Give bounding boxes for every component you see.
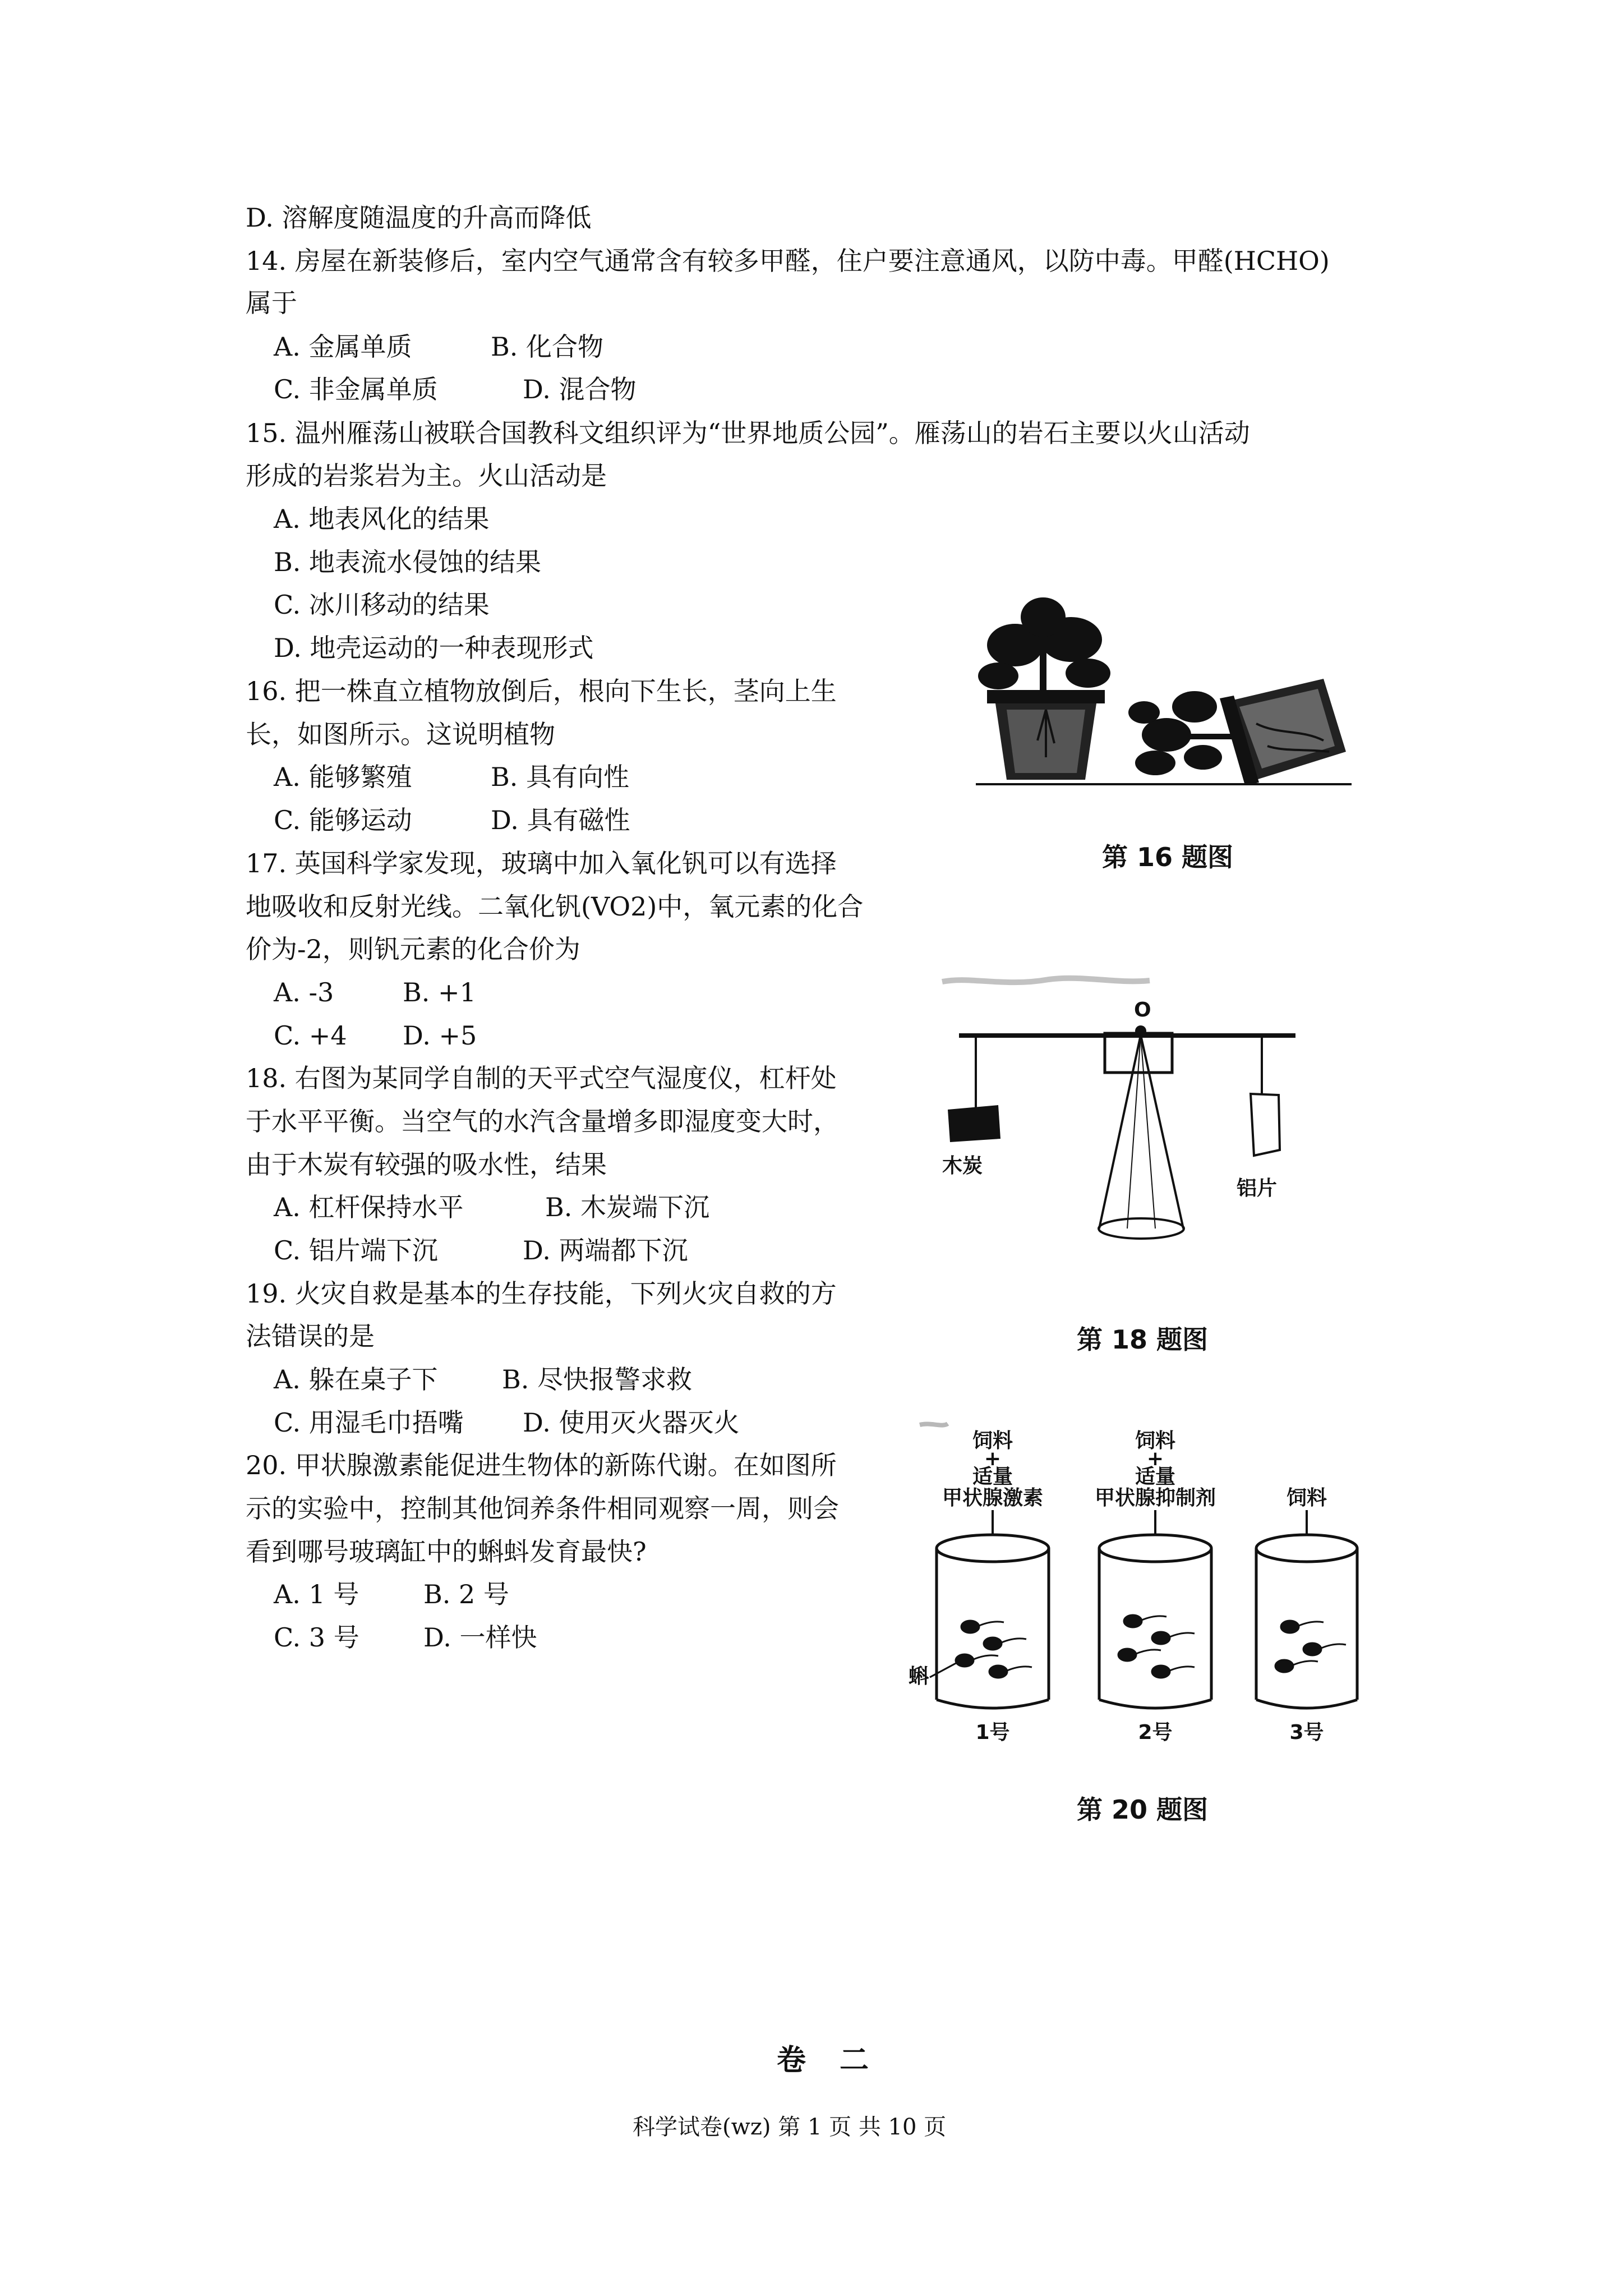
q20-stem-line1: 20. 甲状腺激素能促进生物体的新陈代谢。在如图所 xyxy=(246,1450,837,1480)
q16-option-b: B. 具有向性 xyxy=(491,762,630,792)
charcoal-block-icon xyxy=(948,1105,1000,1142)
q17-option-c: C. +4 xyxy=(274,1020,347,1051)
jar2-agent-label: 甲状腺抑制剂 xyxy=(1094,1487,1216,1510)
q18-stem-line3: 由于木炭有较强的吸水性，结果 xyxy=(246,1149,607,1180)
q16-option-d: D. 具有磁性 xyxy=(491,805,630,835)
page-footer: 科学试卷(wz) 第 1 页 共 10 页 xyxy=(633,2114,947,2140)
jar3-number: 3号 xyxy=(1289,1721,1324,1744)
q20-option-b: B. 2 号 xyxy=(423,1579,509,1609)
aluminum-label: 铝片 xyxy=(1237,1177,1278,1200)
q14-option-c: C. 非金属单质 xyxy=(274,374,438,404)
q18-figure-caption: 第 18 题图 xyxy=(1077,1324,1209,1355)
jar-3 xyxy=(1256,1535,1357,1708)
q13-option-d: D. 溶解度随温度的升高而降低 xyxy=(246,203,592,233)
q17-option-b: B. +1 xyxy=(403,977,476,1007)
pivot-label: O xyxy=(1134,999,1151,1022)
q17-stem-line3: 价为-2，则钒元素的化合价为 xyxy=(246,934,580,964)
q17-option-a: A. -3 xyxy=(274,977,334,1007)
q15-option-a: A. 地表风化的结果 xyxy=(274,504,490,534)
jar1-plus-label: + xyxy=(984,1447,1002,1470)
jar2-number: 2号 xyxy=(1138,1721,1173,1744)
q19-option-a: A. 躲在桌子下 xyxy=(274,1364,438,1395)
section-title: 卷二 xyxy=(777,2043,903,2077)
jar3-feed-label: 饲料 xyxy=(1286,1487,1327,1510)
q17-option-d: D. +5 xyxy=(403,1020,477,1051)
jar1-feed-label: 饲料 xyxy=(972,1429,1013,1452)
jar1-agent-label: 甲状腺激素 xyxy=(942,1487,1044,1510)
jar1-number: 1号 xyxy=(975,1721,1010,1744)
q18-stem-line1: 18. 右图为某同学自制的天平式空气湿度仪，杠杆处 xyxy=(246,1063,837,1093)
q19-stem-line1: 19. 火灾自救是基本的生存技能，下列火灾自救的方 xyxy=(246,1278,837,1309)
q18-option-b: B. 木炭端下沉 xyxy=(545,1192,710,1222)
q17-stem-line2: 地吸收和反射光线。二氧化钒(VO2)中，氧元素的化合 xyxy=(246,891,864,922)
q20-stem-line3: 看到哪号玻璃缸中的蝌蚪发育最快? xyxy=(246,1536,647,1567)
jar-2 xyxy=(1099,1535,1211,1708)
q20-option-d: D. 一样快 xyxy=(423,1622,537,1653)
q18-option-c: C. 铝片端下沉 xyxy=(274,1235,438,1266)
q20-option-a: A. 1 号 xyxy=(274,1579,359,1609)
q15-stem-line1: 15. 温州雁荡山被联合国教科文组织评为“世界地质公园”。雁荡山的岩石主要以火山活动 xyxy=(246,418,1250,448)
q15-option-d: D. 地壳运动的一种表现形式 xyxy=(274,633,594,663)
jar2-feed-label: 饲料 xyxy=(1135,1429,1176,1452)
q19-option-c: C. 用湿毛巾捂嘴 xyxy=(274,1407,464,1438)
q15-option-c: C. 冰川移动的结果 xyxy=(274,590,490,620)
q19-stem-line2: 法错误的是 xyxy=(246,1321,375,1351)
q15-stem-line2: 形成的岩浆岩为主。火山活动是 xyxy=(246,461,607,491)
q14-option-b: B. 化合物 xyxy=(491,332,604,362)
jar2-amount-label: 适量 xyxy=(1135,1465,1176,1488)
q15-option-b: B. 地表流水侵蚀的结果 xyxy=(274,547,542,577)
q18-option-d: D. 两端都下沉 xyxy=(523,1235,688,1266)
q14-stem-line1: 14. 房屋在新装修后，室内空气通常含有较多甲醛，住户要注意通风，以防中毒。甲醛(HCHO) xyxy=(246,246,1330,276)
q16-figure-caption: 第 16 题图 xyxy=(1102,842,1234,872)
q20-option-c: C. 3 号 xyxy=(274,1622,359,1653)
q16-stem-line2: 长，如图所示。这说明植物 xyxy=(246,719,555,749)
q14-option-d: D. 混合物 xyxy=(523,374,637,404)
q17-stem-line1: 17. 英国科学家发现，玻璃中加入氧化钒可以有选择 xyxy=(246,848,837,878)
aluminum-sheet-icon xyxy=(1251,1094,1280,1156)
charcoal-label: 木炭 xyxy=(942,1154,983,1177)
q20-stem-line2: 示的实验中，控制其他饲养条件相同观察一周，则会 xyxy=(246,1493,839,1524)
q19-option-b: B. 尽快报警求救 xyxy=(502,1364,693,1395)
q16-stem-line1: 16. 把一株直立植物放倒后，根向下生长，茎向上生 xyxy=(246,676,837,706)
q19-option-d: D. 使用灭火器灭火 xyxy=(523,1407,740,1438)
tadpoles-icon xyxy=(956,1615,1346,1678)
jar1-amount-label: 适量 xyxy=(972,1465,1013,1488)
q16-option-c: C. 能够运动 xyxy=(274,805,412,835)
q20-figure-caption: 第 20 题图 xyxy=(1077,1795,1209,1825)
q14-option-a: A. 金属单质 xyxy=(274,332,412,362)
tipped-plant-icon xyxy=(1128,679,1346,785)
q18-option-a: A. 杠杆保持水平 xyxy=(274,1192,464,1222)
tadpole-label: 蝌 xyxy=(909,1665,929,1688)
q16-option-a: A. 能够繁殖 xyxy=(274,762,412,792)
q20-figure-jars xyxy=(909,1414,1391,1750)
q16-figure-plant xyxy=(965,595,1357,797)
jar2-plus-label: + xyxy=(1146,1447,1164,1470)
q18-stem-line2: 于水平平衡。当空气的水汽含量增多即湿度变大时， xyxy=(246,1106,839,1137)
q14-stem-line2: 属于 xyxy=(246,288,297,318)
q18-figure-balance xyxy=(937,965,1340,1257)
